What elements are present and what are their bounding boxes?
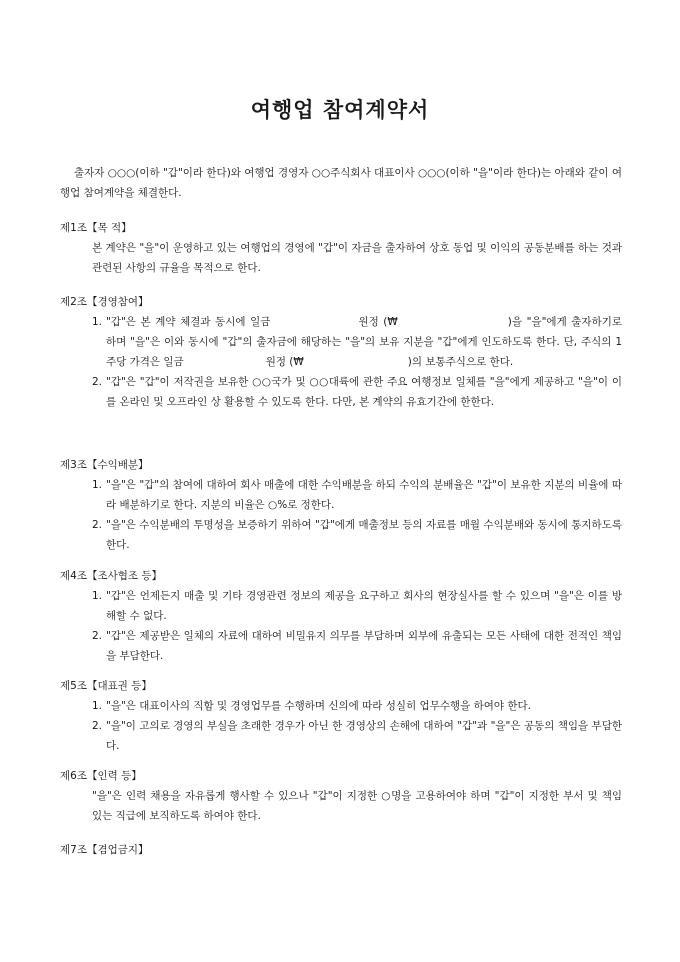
- item-text: "을"은 수익분배의 투명성을 보증하기 위하여 "갑"에게 매출정보 등의 자료를 매월 수익분배와 동시에 통지하도록 한다.: [106, 519, 622, 551]
- item-text-part: 원정 (₩: [265, 356, 304, 368]
- article-heading: 제1조【목 적】: [60, 222, 132, 234]
- document-title: 여행업 참여계약서: [250, 98, 430, 122]
- article-item: [60, 372, 622, 412]
- article-item: [60, 312, 622, 372]
- item-text: "갑"은 언제든지 매출 및 기타 경영관련 정보의 제공을 요구하고 회사의 현장실사를 할 수 있으며 "을"은 이를 방해할 수 없다.: [106, 590, 622, 622]
- item-number: 2.: [92, 519, 103, 531]
- item-number: 1.: [92, 316, 103, 328]
- article-paragraph: 본 계약은 "을"이 운영하고 있는 여행업의 경영에 "갑"이 자금을 출자하여 상호 동업 및 이익의 공동분배를 하는 것과 관련된 사항의 규율을 목적으로 한다.: [92, 242, 622, 274]
- article-6: [60, 766, 622, 826]
- item-text: "갑"은 제공받은 일체의 자료에 대하여 비밀유지 의무를 부담하며 외부에 유출되는 모든 사태에 대한 전적인 책임을 부담한다.: [106, 630, 622, 662]
- item-text: "을"이 고의로 경영의 부실을 초래한 경우가 아닌 한 경영상의 손해에 대하여 "갑"과 "을"은 공동의 책임을 부담한다.: [106, 720, 622, 752]
- article-heading: 제2조【경영참여】: [60, 296, 149, 308]
- article-7: [60, 840, 622, 860]
- item-number: 2.: [92, 720, 103, 732]
- item-number: 2.: [92, 630, 103, 642]
- article-heading: 제4조【조사협조 등】: [60, 570, 163, 582]
- intro-paragraph: [60, 163, 622, 203]
- article-item: [60, 716, 622, 756]
- item-text-part: "갑"은 본 계약 체결과 동시에 일금: [106, 316, 271, 328]
- item-text: "을"은 "갑"의 참여에 대하여 회사 매출에 대한 수익배분을 하되 수익의 분배율은 "갑"이 보유한 지분의 비율에 따라 배분하기로 한다. 지분의 비율은 ○%로 정한다.: [106, 479, 622, 511]
- item-number: 2.: [92, 376, 103, 388]
- item-text-part: )을 "을"에게 출자하기로 하며 "을"은 이와 동시에 "갑"의 출자금에 해당하는 "을"의 보유 지분을 "갑"에게 인도하도록 한다. 단, 주식의 1주당 가격은 일금: [106, 316, 623, 368]
- article-item: [60, 586, 622, 626]
- item-text: "을"은 대표이사의 직함 및 경영업무를 수행하며 신의에 따라 성실히 업무수행을 하여야 한다.: [106, 700, 532, 712]
- item-number: 1.: [92, 479, 103, 491]
- article-item: [60, 626, 622, 666]
- article-heading: 제5조【대표권 등】: [60, 680, 152, 692]
- article-paragraph: "을"은 인력 채용을 자유롭게 행사할 수 있으나 "갑"이 지정한 ○명을 고용하여야 하며 "갑"이 지정한 부서 및 책임 있는 직급에 보직하도록 하여야 한다.: [92, 790, 622, 822]
- article-heading: 제7조【겸업금지】: [60, 844, 149, 856]
- article-4: [60, 566, 622, 666]
- item-text: "갑"은 "갑"이 저작권을 보유한 ○○국가 및 ○○대륙에 관한 주요 여행정보 일체를 "을"에게 제공하고 "을"이 이를 온라인 및 오프라인 상 활용할 수 있도록 한다. 다만, 본 계약의 유효기간에 한한다.: [106, 376, 622, 408]
- article-2: [60, 292, 622, 412]
- item-text-part: 원정 (₩: [358, 316, 398, 328]
- item-text-part: )의 보통주식으로 한다.: [407, 356, 514, 368]
- item-number: 1.: [92, 590, 103, 602]
- article-item: [60, 475, 622, 515]
- article-item: [60, 696, 622, 716]
- article-item: [60, 515, 622, 555]
- article-heading: 제6조【인력 등】: [60, 770, 142, 782]
- intro-text: 출자자 ○○○(이하 "갑"이라 한다)와 여행업 경영자 ○○주식회사 대표이사 ○○○(이하 "을"이라 한다)는 아래와 같이 여행업 참여계약을 체결한다.: [60, 167, 622, 199]
- article-3: [60, 455, 622, 555]
- article-heading: 제3조【수익배분】: [60, 459, 149, 471]
- article-5: [60, 676, 622, 756]
- article-1: [60, 218, 622, 278]
- item-number: 1.: [92, 700, 103, 712]
